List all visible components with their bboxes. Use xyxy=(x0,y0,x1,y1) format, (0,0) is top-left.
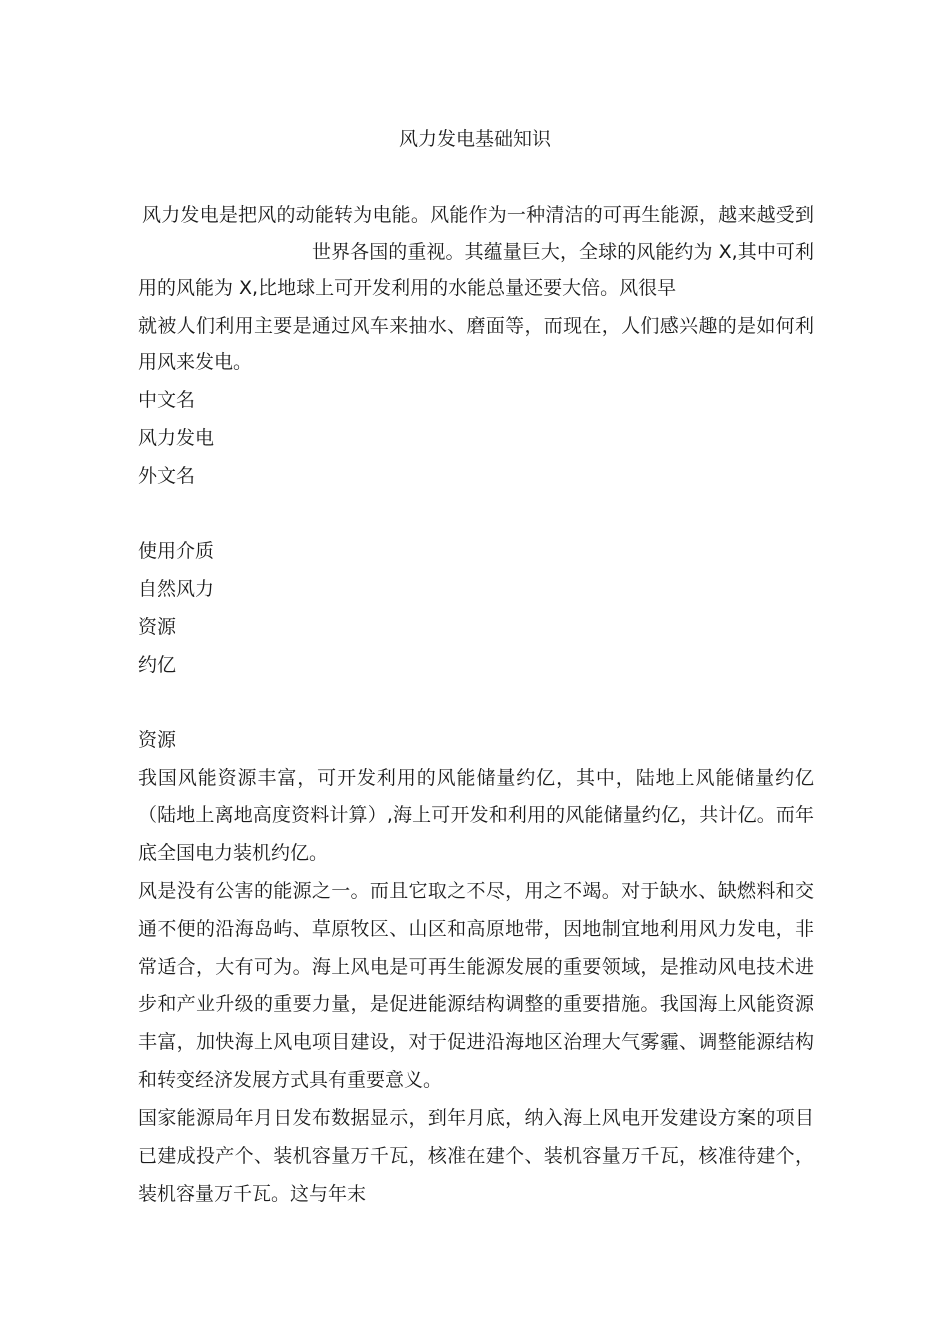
paragraph-1-line-2: （陆地上离地高度资料计算）,海上可开发和利用的风能储量约亿，共计亿。而年 xyxy=(138,804,814,826)
paragraph-2-line-6: 和转变经济发展方式具有重要意义。 xyxy=(138,1069,443,1091)
infobox-medium-value: 自然风力 xyxy=(138,578,215,600)
section-heading: 资源 xyxy=(138,729,177,751)
paragraph-1-line-1: 我国风能资源丰富，可开发利用的风能储量约亿，其中，陆地上风能储量约亿 xyxy=(138,767,814,789)
infobox-chinese-name-value: 风力发电 xyxy=(138,427,215,449)
page-title: 风力发电基础知识 xyxy=(398,128,551,150)
infobox-resource-value: 约亿 xyxy=(138,654,177,676)
intro-line-3: 用的风能为 X,比地球上可开发利用的水能总量还要大倍。风很早 xyxy=(138,277,677,299)
paragraph-2-line-2: 通不便的沿海岛屿、草原牧区、山区和高原地带，因地制宜地利用风力发电，非 xyxy=(138,918,814,940)
infobox-resource-label: 资源 xyxy=(138,616,177,638)
infobox-foreign-name-label: 外文名 xyxy=(138,465,196,487)
infobox-chinese-name-label: 中文名 xyxy=(138,389,196,411)
paragraph-2-line-4: 步和产业升级的重要力量，是促进能源结构调整的重要措施。我国海上风能资源 xyxy=(138,993,814,1015)
paragraph-1-line-3: 底全国电力装机约亿。 xyxy=(138,842,329,864)
paragraph-3-line-1: 国家能源局年月日发布数据显示，到年月底，纳入海上风电开发建设方案的项目 xyxy=(138,1107,814,1129)
paragraph-2-line-5: 丰富，加快海上风电项目建设，对于促进沿海地区治理大气雾霾、调整能源结构 xyxy=(138,1031,814,1053)
paragraph-2-line-1: 风是没有公害的能源之一。而且它取之不尽，用之不竭。对于缺水、缺燃料和交 xyxy=(138,880,814,902)
intro-line-2: 世界各国的重视。其蕴量巨大，全球的风能约为 X,其中可利 xyxy=(312,241,814,263)
paragraph-3-line-2: 已建成投产个、装机容量万千瓦，核准在建个、装机容量万千瓦，核准待建个， xyxy=(138,1145,814,1167)
paragraph-2-line-3: 常适合，大有可为。海上风电是可再生能源发展的重要领域，是推动风电技术进 xyxy=(138,956,814,978)
intro-line-5: 用风来发电。 xyxy=(138,351,253,373)
intro-line-4: 就被人们利用主要是通过风车来抽水、磨面等，而现在，人们感兴趣的是如何利 xyxy=(138,315,814,337)
intro-line-1: 风力发电是把风的动能转为电能。风能作为一种清洁的可再生能源，越来越受到 xyxy=(142,204,814,226)
paragraph-3-line-3: 装机容量万千瓦。这与年末 xyxy=(138,1183,367,1205)
infobox-medium-label: 使用介质 xyxy=(138,540,215,562)
